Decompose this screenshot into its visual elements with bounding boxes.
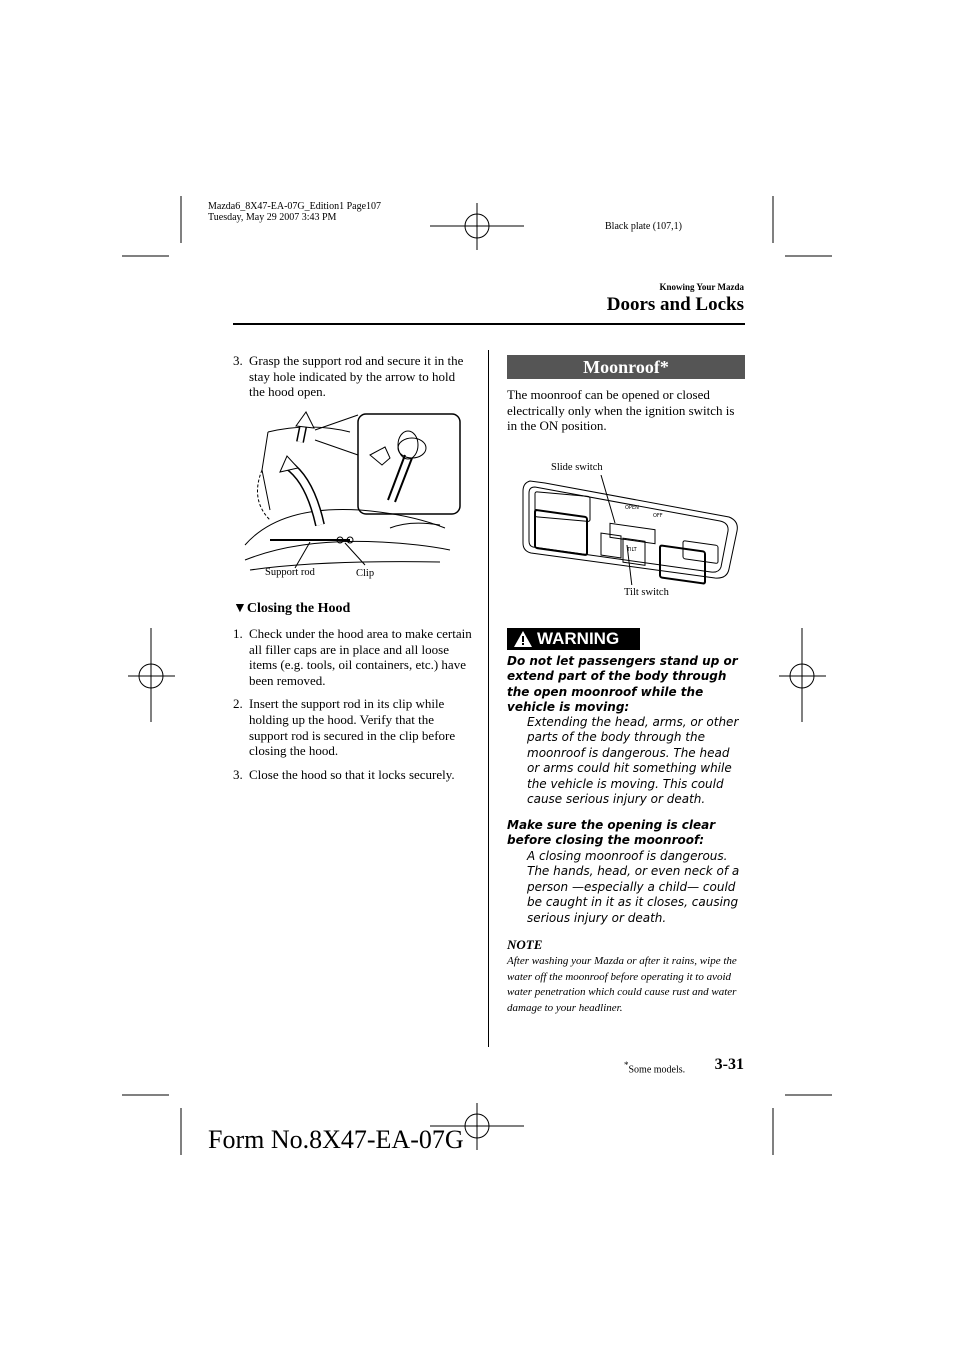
step-text: Close the hood so that it locks securely. xyxy=(249,766,455,782)
print-meta-date: Tuesday, May 29 2007 3:43 PM xyxy=(208,212,337,223)
warning-2-text: A closing moonroof is dangerous. The hands, head, or even neck of a person —especially a child— could be caught in it as it closes, causing serious injury or death. xyxy=(527,849,740,925)
note-text: After washing your Mazda or after it rains, wipe the water off the moonroof before operating it to avoid water penetration which could cause rust and water damage to your headliner. xyxy=(507,955,737,1014)
closing-step-2 xyxy=(233,696,475,758)
triangle-marker-icon: ▼ xyxy=(233,601,247,616)
closing-step-3 xyxy=(233,767,475,783)
warning-2-heading: Make sure the opening is clear before closing the moonroof: xyxy=(507,818,716,848)
closing-hood-heading xyxy=(233,601,350,617)
section-title: Doors and Locks xyxy=(606,294,744,315)
label-slide-switch: Slide switch xyxy=(551,462,603,473)
print-meta-file: Mazda6_8X47-EA-07G_Edition1 Page107 xyxy=(208,201,382,212)
footnote-star: * xyxy=(624,1060,629,1070)
step-number: 3. xyxy=(233,766,243,782)
warning-triangle-icon xyxy=(513,630,533,648)
warning-1-text: Extending the head, arms, or other parts of the body through the moonroof is dangerous. The head or arms could hit something while the vehicle is moving. This could cause serious injury or death. xyxy=(527,715,739,807)
panel-off-label: OFF xyxy=(653,513,663,519)
closing-step-1 xyxy=(233,626,475,688)
form-number: Form No.8X47-EA-07G xyxy=(208,1125,464,1154)
footnote-text: Some models. xyxy=(628,1064,686,1076)
column-divider xyxy=(488,350,489,1047)
moonroof-switch-illustration xyxy=(515,475,745,585)
step-number: 1. xyxy=(233,626,243,641)
step-text: Grasp the support rod and secure it in the stay hole indicated by the arrow to hold the hood open. xyxy=(249,353,464,400)
moonroof-intro: The moonroof can be opened or closed electrically only when the ignition switch is in the ON position. xyxy=(507,387,735,434)
hood-support-illustration xyxy=(240,410,465,585)
plate-info: Black plate (107,1) xyxy=(605,221,682,232)
closing-steps xyxy=(233,626,475,790)
panel-tilt-label: TILT xyxy=(627,547,637,553)
closing-hood-title: Closing the Hood xyxy=(246,601,351,616)
footnote xyxy=(624,1060,685,1075)
warning-label: WARNING xyxy=(537,629,620,648)
label-support-rod: Support rod xyxy=(265,567,315,578)
step-number: 3. xyxy=(233,353,243,368)
section-kicker: Knowing Your Mazda xyxy=(659,282,744,292)
print-meta xyxy=(208,201,381,223)
label-clip: Clip xyxy=(356,568,375,579)
moonroof-title: Moonroof xyxy=(583,357,660,377)
step-number: 2. xyxy=(233,696,243,712)
moonroof-title-bar xyxy=(507,355,745,379)
step-text: Check under the hood area to make certain all filler caps are in place and all loose items (e.g. tools, oil containers, etc.) have been removed. xyxy=(249,626,472,688)
label-tilt-switch: Tilt switch xyxy=(624,587,669,598)
page-number: 3-31 xyxy=(714,1056,744,1073)
some-models-star: * xyxy=(659,357,669,377)
step-text: Insert the support rod in its clip while holding up the hood. Verify that the support rod is secured in the clip before closing the hood. xyxy=(249,696,456,759)
note-heading: NOTE xyxy=(507,937,543,952)
panel-open-label: OPEN xyxy=(625,505,639,511)
hood-step-3 xyxy=(233,353,473,408)
warning-1-heading: Do not let passengers stand up or extend part of the body through the open moonroof while the vehicle is moving: xyxy=(507,654,738,715)
warning-header xyxy=(507,628,640,650)
header-rule xyxy=(233,323,745,325)
